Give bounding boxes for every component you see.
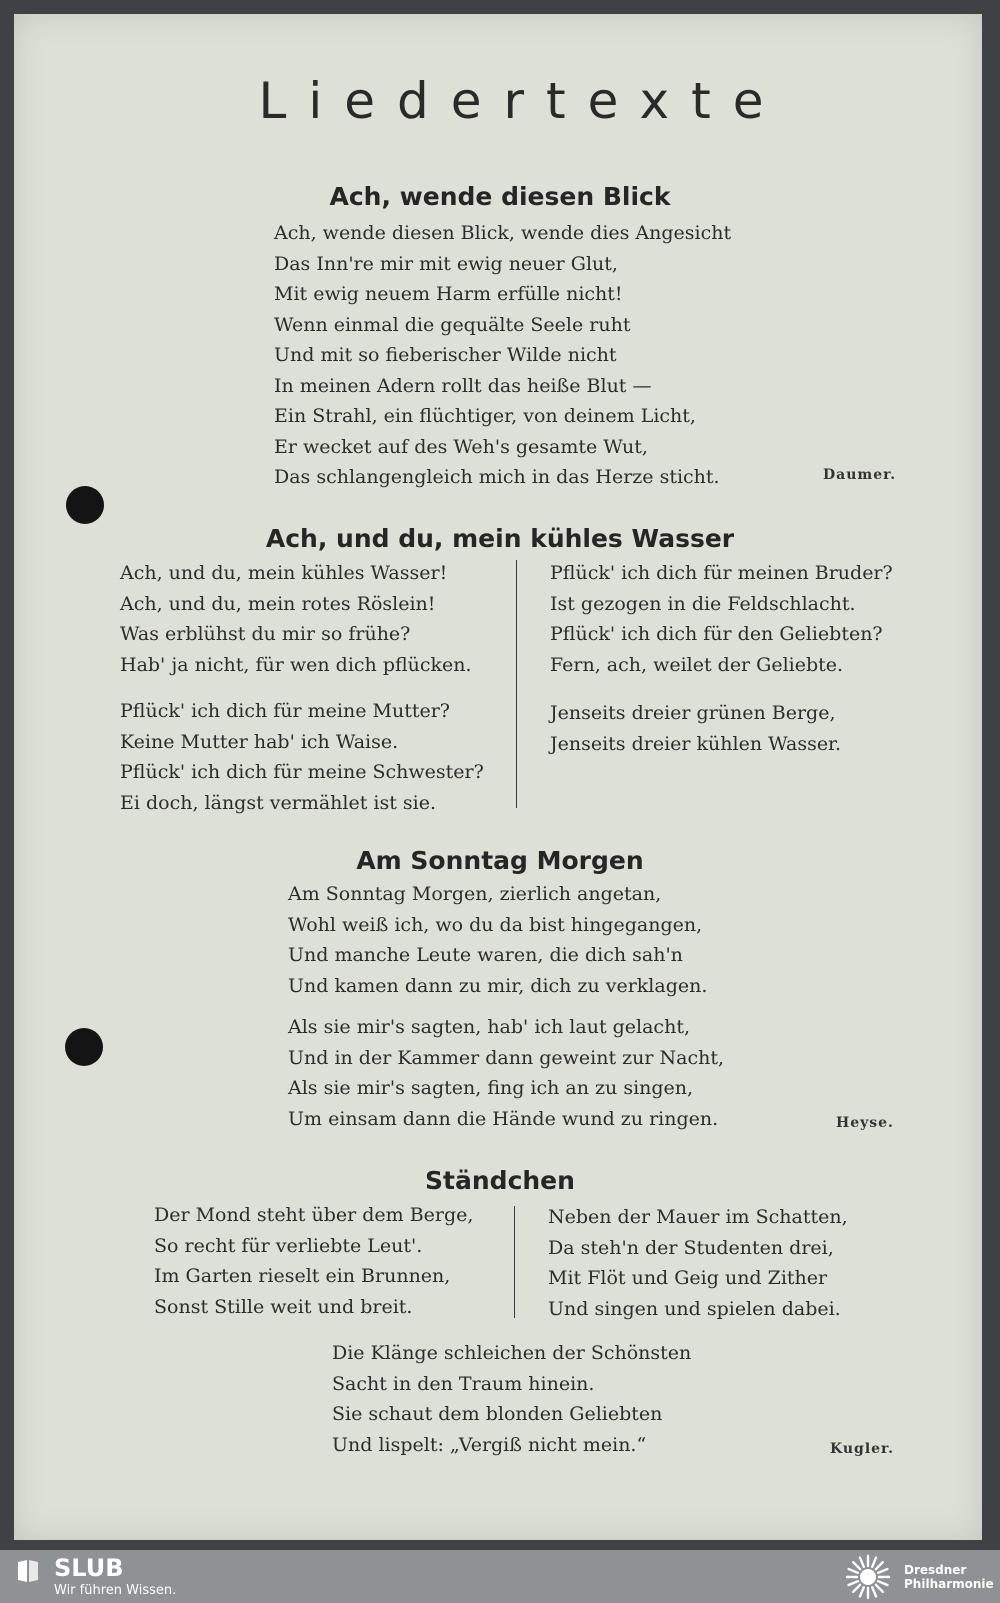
song-title-4: Ständchen [425, 1166, 575, 1195]
lyric-line: Sonst Stille weit und breit. [154, 1295, 413, 1318]
lyric-line: Ach, wende diesen Blick, wende dies Angesicht [274, 222, 732, 244]
lyric-line: Pflück' ich dich für meine Mutter? [120, 700, 450, 722]
lyric-line: Hab' ja nicht, für wen dich pflücken. [120, 653, 472, 676]
lyric-line: Als sie mir's sagten, fing ich an zu singen, [288, 1077, 694, 1099]
lyric-line: Ist gezogen in die Feldschlacht. [550, 592, 856, 615]
lyric-line: Pflück' ich dich für den Geliebten? [550, 623, 883, 645]
lyric-line: Pflück' ich dich für meinen Bruder? [550, 562, 893, 584]
lyric-line: Jenseits dreier grünen Berge, [550, 702, 836, 724]
lyric-line: Und lispelt: „Vergiß nicht mein.“ [332, 1433, 647, 1456]
song-2-right-stanza-1 [550, 558, 893, 680]
lyric-line: Die Klänge schleichen der Schönsten [332, 1342, 692, 1364]
lyric-line: Das Inn're mir mit ewig neuer Glut, [274, 252, 618, 275]
lyric-line: Um einsam dann die Hände wund zu ringen. [288, 1107, 719, 1130]
lyric-line: Und manche Leute waren, die dich sah'n [288, 944, 683, 966]
lyric-line: Und singen und spielen dabei. [548, 1297, 841, 1320]
lyric-line: Ein Strahl, ein flüchtiger, von deinem Licht, [274, 405, 696, 427]
song-title-1: Ach, wende diesen Blick [329, 182, 671, 211]
lyric-line: In meinen Adern rollt das heiße Blut — [274, 374, 652, 397]
column-divider [516, 560, 517, 808]
author-daumer: Daumer. [823, 467, 897, 483]
lyric-line: Im Garten rieselt ein Brunnen, [154, 1265, 451, 1287]
lyric-line: Als sie mir's sagten, hab' ich laut gelacht, [288, 1016, 690, 1038]
lyric-line: Der Mond steht über dem Berge, [154, 1204, 474, 1226]
lyric-line: Mit Flöt und Geig und Zither [548, 1267, 828, 1289]
punch-hole-lower [65, 1028, 103, 1066]
song-title-2: Ach, und du, mein kühles Wasser [265, 524, 735, 553]
song-3-stanza-1 [288, 879, 707, 1001]
song-4-right [548, 1202, 848, 1324]
column-divider [514, 1206, 515, 1318]
song-2-right-stanza-2 [550, 698, 841, 759]
lyric-line: Mit ewig neuem Harm erfülle nicht! [274, 283, 623, 305]
lyric-line: Und in der Kammer dann geweint zur Nacht, [288, 1046, 725, 1069]
lyric-line: Ach, und du, mein kühles Wasser! [120, 562, 448, 584]
slub-logo-text: SLUB [54, 1554, 124, 1582]
book-icon [16, 1558, 40, 1584]
lyric-line: So recht für verliebte Leut'. [154, 1234, 423, 1257]
sunburst-logo-icon [845, 1554, 891, 1600]
lyric-line: Wenn einmal die gequälte Seele ruht [274, 313, 631, 336]
lyric-line: Wohl weiß ich, wo du da bist hingegangen, [288, 913, 703, 936]
lyric-line: Ach, und du, mein rotes Röslein! [120, 592, 436, 615]
song-4-closing-stanza [332, 1338, 691, 1460]
lyric-line: Fern, ach, weilet der Geliebte. [550, 653, 844, 676]
lyric-line: Am Sonntag Morgen, zierlich angetan, [288, 883, 662, 905]
slub-slogan: Wir führen Wissen. [54, 1583, 177, 1598]
author-heyse: Heyse. [836, 1115, 894, 1131]
lyric-line: Pflück' ich dich für meine Schwester? [120, 761, 484, 783]
song-1-lyrics [274, 218, 731, 493]
song-2-left-stanza-1 [120, 558, 472, 680]
song-3-stanza-2 [288, 1012, 724, 1134]
song-4-left [154, 1200, 473, 1322]
page-title: Liedertexte [258, 72, 786, 130]
footer-bar [0, 1550, 1000, 1603]
song-2-left-stanza-2 [120, 696, 484, 818]
partner-line-2: Philharmonie [904, 1577, 994, 1591]
lyric-line: Jenseits dreier kühlen Wasser. [550, 732, 842, 755]
lyric-line: Sie schaut dem blonden Geliebten [332, 1403, 663, 1425]
lyric-line: Das schlangengleich mich in das Herze sticht. [274, 466, 720, 488]
lyric-line: Was erblühst du mir so frühe? [120, 623, 411, 645]
lyric-line: Sacht in den Traum hinein. [332, 1372, 595, 1395]
punch-hole-upper [66, 486, 104, 524]
partner-line-1: Dresdner [904, 1563, 967, 1577]
song-title-3: Am Sonntag Morgen [356, 846, 644, 875]
lyric-line: Er wecket auf des Weh's gesamte Wut, [274, 435, 648, 458]
lyric-line: Ei doch, längst vermählet ist sie. [120, 791, 437, 814]
lyric-line: Und kamen dann zu mir, dich zu verklagen. [288, 974, 708, 997]
lyric-line: Da steh'n der Studenten drei, [548, 1236, 834, 1259]
lyric-line: Neben der Mauer im Schatten, [548, 1206, 848, 1228]
lyric-line: Und mit so fieberischer Wilde nicht [274, 344, 617, 366]
author-kugler: Kugler. [830, 1441, 895, 1457]
lyric-line: Keine Mutter hab' ich Waise. [120, 730, 399, 753]
partner-logo-text [904, 1563, 994, 1591]
